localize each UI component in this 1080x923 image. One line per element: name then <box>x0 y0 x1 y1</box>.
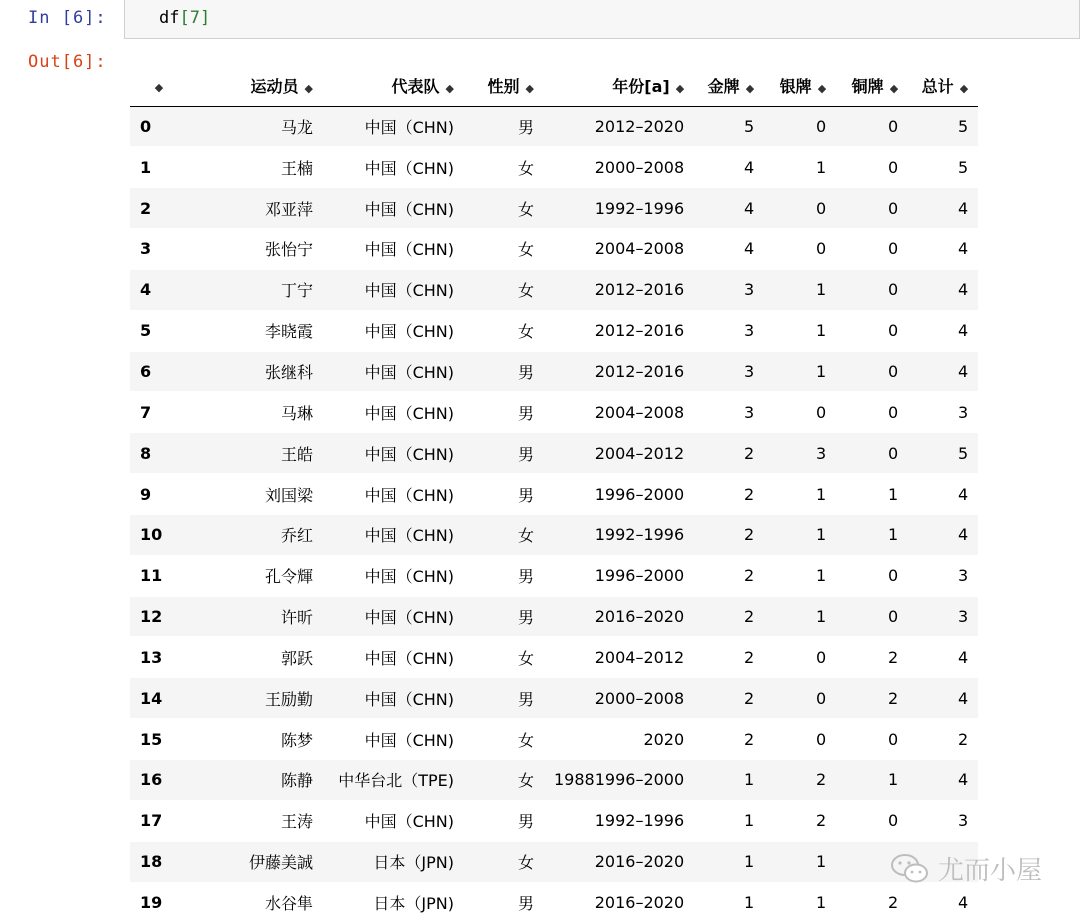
table-cell: 中国（CHN) <box>364 730 454 750</box>
table-cell: 陈梦 <box>280 730 313 750</box>
table-row <box>130 882 978 923</box>
table-cell: 0 <box>887 566 899 586</box>
table-cell: 女 <box>517 322 534 342</box>
dataframe-table <box>130 66 978 923</box>
table-cell: 男 <box>517 689 534 709</box>
table-cell: 1 <box>815 607 827 627</box>
table-cell: 4 <box>743 198 755 218</box>
table-cell: 2 <box>743 607 755 627</box>
row-index: 10 <box>140 525 163 545</box>
table-cell: 3 <box>815 443 827 463</box>
table-cell: 1992–1996 <box>594 198 685 218</box>
table-cell: 0 <box>815 116 827 136</box>
table-cell: 中华台北（TPE) <box>338 771 454 791</box>
column-header-gold[interactable]: 金牌 ◆ <box>694 66 764 106</box>
table-cell: 2012–2016 <box>594 280 685 300</box>
table-cell: 0 <box>887 811 899 831</box>
row-index: 19 <box>140 892 163 912</box>
table-row <box>130 351 978 392</box>
table-cell: 女 <box>517 240 534 260</box>
table-row <box>130 719 978 760</box>
sort-icon: ◆ <box>817 82 827 96</box>
table-cell: 邓亚萍 <box>264 199 313 219</box>
table-cell: 张怡宁 <box>264 240 313 260</box>
row-index: 11 <box>140 566 163 586</box>
row-index: 13 <box>140 647 163 667</box>
table-cell: 5 <box>957 443 969 463</box>
table-cell: 王励勤 <box>264 689 313 709</box>
row-index: 8 <box>140 443 152 463</box>
table-cell: 伊藤美誠 <box>248 853 313 873</box>
table-cell: 1992–1996 <box>594 525 685 545</box>
table-cell: 1 <box>815 280 827 300</box>
table-cell: 2 <box>743 688 755 708</box>
table-cell: 王涛 <box>280 812 313 832</box>
table-cell: 2012–2016 <box>594 361 685 381</box>
table-row <box>130 596 978 637</box>
table-cell: 2016–2020 <box>594 607 685 627</box>
table-cell: 4 <box>957 321 969 341</box>
table-cell: 1 <box>887 484 899 504</box>
table-cell: 中国（CHN) <box>364 117 454 137</box>
table-cell: 2 <box>815 770 827 790</box>
row-index: 14 <box>140 688 163 708</box>
table-cell: 4 <box>743 157 755 177</box>
table-cell: 0 <box>887 729 899 749</box>
table-cell: 丁宁 <box>280 281 313 301</box>
table-cell: 中国（CHN) <box>364 240 454 260</box>
table-cell: 中国（CHN) <box>364 648 454 668</box>
table-cell: 1 <box>815 361 827 381</box>
table-cell: 0 <box>815 239 827 259</box>
code-number: 7 <box>189 8 200 28</box>
table-cell: 李晓霞 <box>264 322 313 342</box>
table-cell: 中国（CHN) <box>364 812 454 832</box>
table-cell: 张继科 <box>264 362 313 382</box>
table-cell: 中国（CHN) <box>364 322 454 342</box>
table-cell: 郭跃 <box>280 648 313 668</box>
table-cell: 3 <box>957 566 969 586</box>
table-cell: 2020 <box>643 729 685 749</box>
table-cell: 2 <box>743 443 755 463</box>
table-row <box>130 760 978 801</box>
table-cell: 陈静 <box>280 771 313 791</box>
table-cell: 0 <box>815 729 827 749</box>
table-cell: 3 <box>743 321 755 341</box>
column-header-athlete[interactable]: 运动员 ◆ <box>182 66 323 106</box>
table-cell: 4 <box>957 198 969 218</box>
output-prompt: Out[6]: <box>28 52 107 72</box>
table-cell: 5 <box>957 116 969 136</box>
table-cell: 乔红 <box>280 526 313 546</box>
table-cell: 2004–2012 <box>594 443 685 463</box>
table-row <box>130 514 978 555</box>
watermark-text: 尤而小屋 <box>938 856 1043 886</box>
table-cell: 2 <box>743 729 755 749</box>
table-cell: 4 <box>957 239 969 259</box>
column-header-team[interactable]: 代表队 ◆ <box>323 66 464 106</box>
code-text <box>159 8 210 28</box>
table-cell: 2 <box>887 647 899 667</box>
row-index: 17 <box>140 811 163 831</box>
table-cell: 0 <box>887 443 899 463</box>
table-cell: 3 <box>743 361 755 381</box>
sort-icon: ◆ <box>889 82 899 96</box>
table-cell: 男 <box>517 485 534 505</box>
sort-icon: ◆ <box>959 82 969 96</box>
table-cell: 女 <box>517 853 534 873</box>
row-index: 5 <box>140 321 152 341</box>
table-cell: 1 <box>815 566 827 586</box>
table-cell: 2 <box>957 729 969 749</box>
table-cell: 水谷隼 <box>264 893 313 913</box>
sort-icon: ◆ <box>445 82 454 96</box>
table-cell: 4 <box>743 239 755 259</box>
table-cell: 男 <box>517 362 534 382</box>
table-cell: 2 <box>815 811 827 831</box>
table-cell: 男 <box>517 567 534 587</box>
table-cell: 2004–2008 <box>594 402 685 422</box>
table-cell: 4 <box>957 647 969 667</box>
table-cell: 2 <box>743 525 755 545</box>
table-row <box>130 269 978 310</box>
table-cell: 2 <box>743 647 755 667</box>
table-cell: 0 <box>815 198 827 218</box>
table-cell: 2 <box>743 566 755 586</box>
table-row <box>130 841 978 882</box>
table-cell: 0 <box>887 116 899 136</box>
column-header-silver[interactable]: 银牌 ◆ <box>764 66 836 106</box>
row-index: 0 <box>140 116 152 136</box>
table-cell: 3 <box>957 402 969 422</box>
table-row <box>130 310 978 351</box>
row-index: 1 <box>140 157 152 177</box>
table-cell: 1 <box>815 525 827 545</box>
table-cell: 中国（CHN) <box>364 199 454 219</box>
table-cell: 1 <box>815 484 827 504</box>
column-header-years[interactable]: 年份[a] ◆ <box>544 66 694 106</box>
table-cell: 2 <box>887 688 899 708</box>
table-cell: 中国（CHN) <box>364 567 454 587</box>
table-cell: 4 <box>957 688 969 708</box>
code-editor[interactable] <box>124 0 1080 39</box>
table-cell: 0 <box>815 688 827 708</box>
sort-icon: ◆ <box>154 81 164 95</box>
table-cell: 5 <box>957 157 969 177</box>
table-cell: 男 <box>517 608 534 628</box>
table-cell: 日本（JPN) <box>373 893 454 913</box>
table-cell: 1992–1996 <box>594 811 685 831</box>
table-cell: 王皓 <box>280 444 313 464</box>
table-cell: 2000–2008 <box>594 157 685 177</box>
table-cell: 2004–2008 <box>594 239 685 259</box>
watermark <box>890 850 1042 887</box>
table-cell: 0 <box>887 239 899 259</box>
column-header-total[interactable]: 总计 ◆ <box>908 66 978 106</box>
table-cell: 19881996–2000 <box>554 770 685 790</box>
table-cell: 1 <box>743 852 755 872</box>
table-cell: 3 <box>743 402 755 422</box>
wechat-icon <box>890 852 930 886</box>
table-cell: 4 <box>957 361 969 381</box>
table-cell: 5 <box>743 116 755 136</box>
table-cell: 1 <box>815 321 827 341</box>
table-cell: 1996–2000 <box>594 566 685 586</box>
table-cell: 2016–2020 <box>594 892 685 912</box>
table-cell: 男 <box>517 117 534 137</box>
row-index: 3 <box>140 239 152 259</box>
table-cell: 0 <box>887 198 899 218</box>
table-cell: 1 <box>815 157 827 177</box>
table-row <box>130 147 978 188</box>
table-cell: 2004–2012 <box>594 647 685 667</box>
index-header[interactable] <box>130 66 182 106</box>
row-index: 15 <box>140 729 163 749</box>
table-cell: 女 <box>517 199 534 219</box>
table-cell: 男 <box>517 893 534 913</box>
table-cell: 王楠 <box>280 158 313 178</box>
table-cell: 中国（CHN) <box>364 689 454 709</box>
table-cell: 女 <box>517 771 534 791</box>
table-cell: 男 <box>517 444 534 464</box>
table-cell: 4 <box>957 280 969 300</box>
table-cell: 1996–2000 <box>594 484 685 504</box>
table-cell: 1 <box>815 892 827 912</box>
table-cell: 马龙 <box>280 117 313 137</box>
table-cell: 1 <box>743 892 755 912</box>
table-cell: 0 <box>887 280 899 300</box>
sort-icon: ◆ <box>525 82 534 96</box>
table-cell: 中国（CHN) <box>364 526 454 546</box>
table-cell: 1 <box>815 852 827 872</box>
table-cell: 2 <box>887 892 899 912</box>
table-cell: 4 <box>957 484 969 504</box>
row-index: 12 <box>140 607 163 627</box>
table-row <box>130 392 978 433</box>
table-cell: 中国（CHN) <box>364 485 454 505</box>
table-cell: 1 <box>887 525 899 545</box>
table-cell: 2012–2020 <box>594 116 685 136</box>
table-cell: 0 <box>887 402 899 422</box>
row-index: 9 <box>140 484 152 504</box>
code-close-bracket: ] <box>199 8 211 28</box>
table-cell: 2000–2008 <box>594 688 685 708</box>
table-cell: 3 <box>957 811 969 831</box>
input-prompt: In [6]: <box>28 8 107 28</box>
table-cell: 中国（CHN) <box>364 608 454 628</box>
table-row <box>130 188 978 229</box>
column-header-gender[interactable]: 性别 ◆ <box>464 66 544 106</box>
table-cell: 0 <box>887 361 899 381</box>
table-cell: 3 <box>743 280 755 300</box>
table-row <box>130 800 978 841</box>
table-row <box>130 229 978 270</box>
table-cell: 女 <box>517 730 534 750</box>
table-row <box>130 555 978 596</box>
table-cell: 2 <box>743 484 755 504</box>
table-cell: 4 <box>957 770 969 790</box>
code-prefix: df <box>159 8 180 28</box>
table-cell: 0 <box>815 647 827 667</box>
table-cell: 中国（CHN) <box>364 444 454 464</box>
table-row <box>130 678 978 719</box>
table-cell: 日本（JPN) <box>373 853 454 873</box>
table-cell: 中国（CHN) <box>364 158 454 178</box>
row-index: 16 <box>140 770 163 790</box>
table-cell: 女 <box>517 158 534 178</box>
row-index: 6 <box>140 361 152 381</box>
table-cell: 女 <box>517 281 534 301</box>
table-cell: 4 <box>957 525 969 545</box>
row-index: 7 <box>140 402 152 422</box>
sort-icon: ◆ <box>745 82 755 96</box>
column-header-bronze[interactable]: 铜牌 ◆ <box>836 66 908 106</box>
table-cell: 1 <box>743 811 755 831</box>
sort-icon: ◆ <box>675 82 685 96</box>
table-row <box>130 474 978 515</box>
table-row <box>130 106 978 147</box>
table-cell: 马琳 <box>280 403 313 423</box>
table-cell: 0 <box>887 321 899 341</box>
table-cell: 中国（CHN) <box>364 362 454 382</box>
table-cell: 女 <box>517 648 534 668</box>
table-cell: 男 <box>517 403 534 423</box>
table-cell: 孔令輝 <box>264 567 313 587</box>
input-cell[interactable] <box>0 0 1080 40</box>
table-cell: 0 <box>887 157 899 177</box>
table-cell: 3 <box>957 607 969 627</box>
row-index: 2 <box>140 198 152 218</box>
table-cell: 男 <box>517 812 534 832</box>
table-cell: 许昕 <box>280 608 313 628</box>
table-cell: 1 <box>887 770 899 790</box>
table-cell: 1 <box>743 770 755 790</box>
table-cell: 4 <box>957 892 969 912</box>
table-row <box>130 637 978 678</box>
table-cell: 女 <box>517 526 534 546</box>
row-index: 18 <box>140 852 163 872</box>
table-cell: 0 <box>887 607 899 627</box>
code-open-bracket: [ <box>179 8 190 28</box>
row-index: 4 <box>140 280 152 300</box>
sort-icon: ◆ <box>304 82 313 96</box>
table-cell: 2012–2016 <box>594 321 685 341</box>
table-body <box>130 106 978 923</box>
table-cell: 中国（CHN) <box>364 403 454 423</box>
table-cell: 2016–2020 <box>594 852 685 872</box>
table-cell: 中国（CHN) <box>364 281 454 301</box>
table-cell: 刘国梁 <box>264 485 313 505</box>
table-cell: 0 <box>815 402 827 422</box>
table-row <box>130 433 978 474</box>
table-header-row <box>130 66 978 106</box>
